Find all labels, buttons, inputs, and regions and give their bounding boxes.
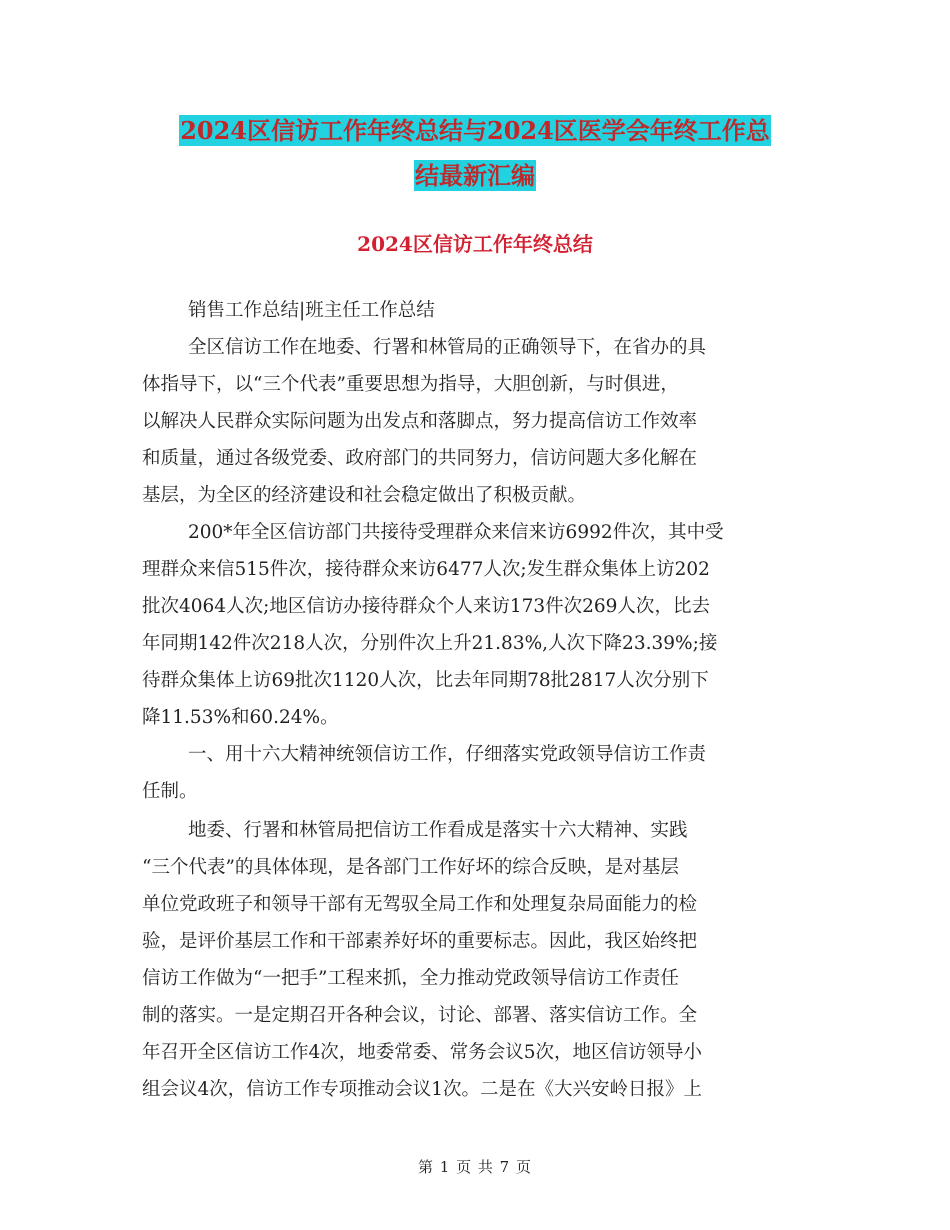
body-line: 年召开全区信访工作4次，地委常委、常务会议5次，地区信访领导小 [142, 1042, 703, 1063]
body-line: 单位党政班子和领导干部有无驾驭全局工作和处理复杂局面能力的检 [142, 894, 698, 915]
body-line: 理群众来信515件次，接待群众来访6477人次;发生群众集体上访202 [142, 559, 710, 580]
body-line: 200*年全区信访部门共接待受理群众来信来访6992件次，其中受 [188, 522, 724, 543]
body-line: “三个代表”的具体体现，是各部门工作好坏的综合反映，是对基层 [142, 857, 679, 878]
body-line: 验，是评价基层工作和干部素养好坏的重要标志。因此，我区始终把 [142, 931, 698, 952]
body-line: 基层，为全区的经济建设和社会稳定做出了积极贡献。 [142, 485, 587, 506]
body-line: 年同期142件次218人次，分别件次上升21.83%,人次下降23.39%;接 [142, 633, 718, 654]
section-title: 2024区信访工作年终总结 [357, 232, 593, 256]
section-heading-line: 任制。 [142, 781, 198, 802]
body-line: 和质量，通过各级党委、政府部门的共同努力，信访问题大多化解在 [142, 448, 698, 469]
body-line: 信访工作做为“一把手”工程来抓，全力推动党政领导信访工作责任 [142, 968, 679, 989]
body-line: 体指导下，以“三个代表”重要思想为指导，大胆创新，与时俱进， [142, 374, 679, 395]
body-line: 销售工作总结|班主任工作总结 [188, 300, 435, 321]
document-title-line-2: 结最新汇编 [415, 161, 535, 190]
body-line: 待群众集体上访69批次1120人次，比去年同期78批2817人次分别下 [142, 670, 709, 691]
body-line: 制的落实。一是定期召开各种会议，讨论、部署、落实信访工作。全 [142, 1005, 698, 1026]
section-heading-line: 一、用十六大精神统领信访工作，仔细落实党政领导信访工作责 [188, 744, 707, 765]
document-title-line-1: 2024区信访工作年终总结与2024区医学会年终工作总 [180, 116, 770, 145]
body-line: 以解决人民群众实际问题为出发点和落脚点，努力提高信访工作效率 [142, 411, 698, 432]
body-line: 组会议4次，信访工作专项推动会议1次。二是在《大兴安岭日报》上 [142, 1079, 703, 1100]
body-line: 全区信访工作在地委、行署和林管局的正确领导下，在省办的具 [188, 337, 707, 358]
body-line: 地委、行署和林管局把信访工作看成是落实十六大精神、实践 [188, 820, 688, 841]
page-footer: 第 1 页 共 7 页 [418, 1158, 532, 1176]
body-line: 批次4064人次;地区信访办接待群众个人来访173件次269人次，比去 [142, 596, 710, 617]
body-line: 降11.53%和60.24%。 [142, 707, 339, 728]
